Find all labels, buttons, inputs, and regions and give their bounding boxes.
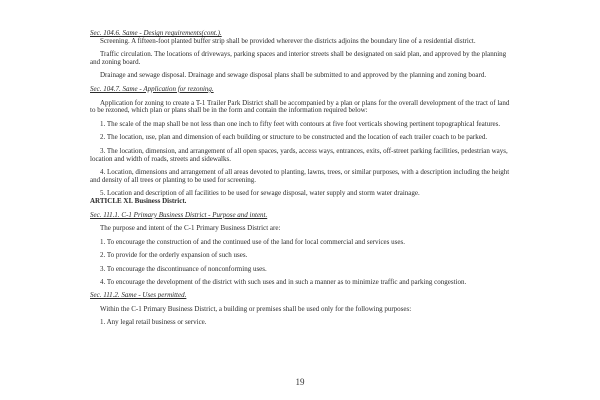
paragraph-uses-intro: Within the C-1 Primary Business District, a building or premises shall be used only for the following purposes: <box>100 304 412 313</box>
section-heading-104-7: Sec. 104.7. Same - Application for rezoning. <box>90 84 214 93</box>
list-item: 2. The location, use, plan and dimension of each building or structure to be constructed and the location of each trailer coach to be parked. <box>100 133 488 142</box>
list-item: 1. Any legal retail business or service. <box>100 318 207 327</box>
section-heading-111-1: Sec. 111.1. C-1 Primary Business District - Purpose and intent. <box>90 210 268 219</box>
list-item: 1. To encourage the construction of and the continued use of the land for local commercial and services uses. <box>100 237 405 246</box>
document-page <box>90 30 515 327</box>
page-number: 19 <box>295 377 305 387</box>
article-heading: ARTICLE XI. Business District. <box>90 196 187 205</box>
paragraph-application: Application for zoning to create a T-1 Trailer Park District shall be accompanied by a plan or plans for the overall development of the tract of land to be rezoned, which plan or plans shall be in the form and contain the information required below: <box>90 98 510 115</box>
list-item: 3. To encourage the discontinuance of nonconforming uses. <box>100 264 267 273</box>
list-item: 4. Location, dimensions and arrangement of all areas devoted to planting, lawns, trees, or similar purposes, with a description including the height and density of all trees or planting to be used for screening. <box>90 168 510 184</box>
paragraph-drainage: Drainage and sewage disposal. Drainage and sewage disposal plans shall be submitted to and approved by the planning and zoning board. <box>100 71 487 80</box>
list-item: 5. Location and description of all facilities to be used for sewage disposal, water supply and storm water drainage. <box>100 189 420 198</box>
paragraph-purpose-intro: The purpose and intent of the C-1 Primary Business District are: <box>100 224 281 233</box>
list-item: 1. The scale of the map shall be not less than one inch to fifty feet with contours at five foot verticals showing pertinent topographical features. <box>100 119 501 128</box>
section-heading-111-2: Sec. 111.2. Same - Uses permitted. <box>90 291 187 300</box>
section-heading-104-6: Sec. 104.6. Same - Design requirements(cont.). <box>90 29 222 37</box>
paragraph-traffic: Traffic circulation. The locations of driveways, parking spaces and interior streets shall be designated on said plan, and approved by the planning and zoning board. <box>90 50 507 66</box>
list-item: 2. To provide for the orderly expansion of such uses. <box>100 251 248 260</box>
paragraph-screening: Screening. A fifteen-foot planted buffer strip shall be provided wherever the districts adjoins the boundary line of a residential district. <box>100 36 476 45</box>
list-item: 3. The location, dimension, and arrangement of all open spaces, yards, access ways, entrances, exits, off-street parking facilities, pedestrian ways, location and width of roads, streets and sidewalks. <box>90 146 508 163</box>
list-item: 4. To encourage the development of the district with such uses and in such a manner as to minimize traffic and parking congestion. <box>100 278 467 287</box>
